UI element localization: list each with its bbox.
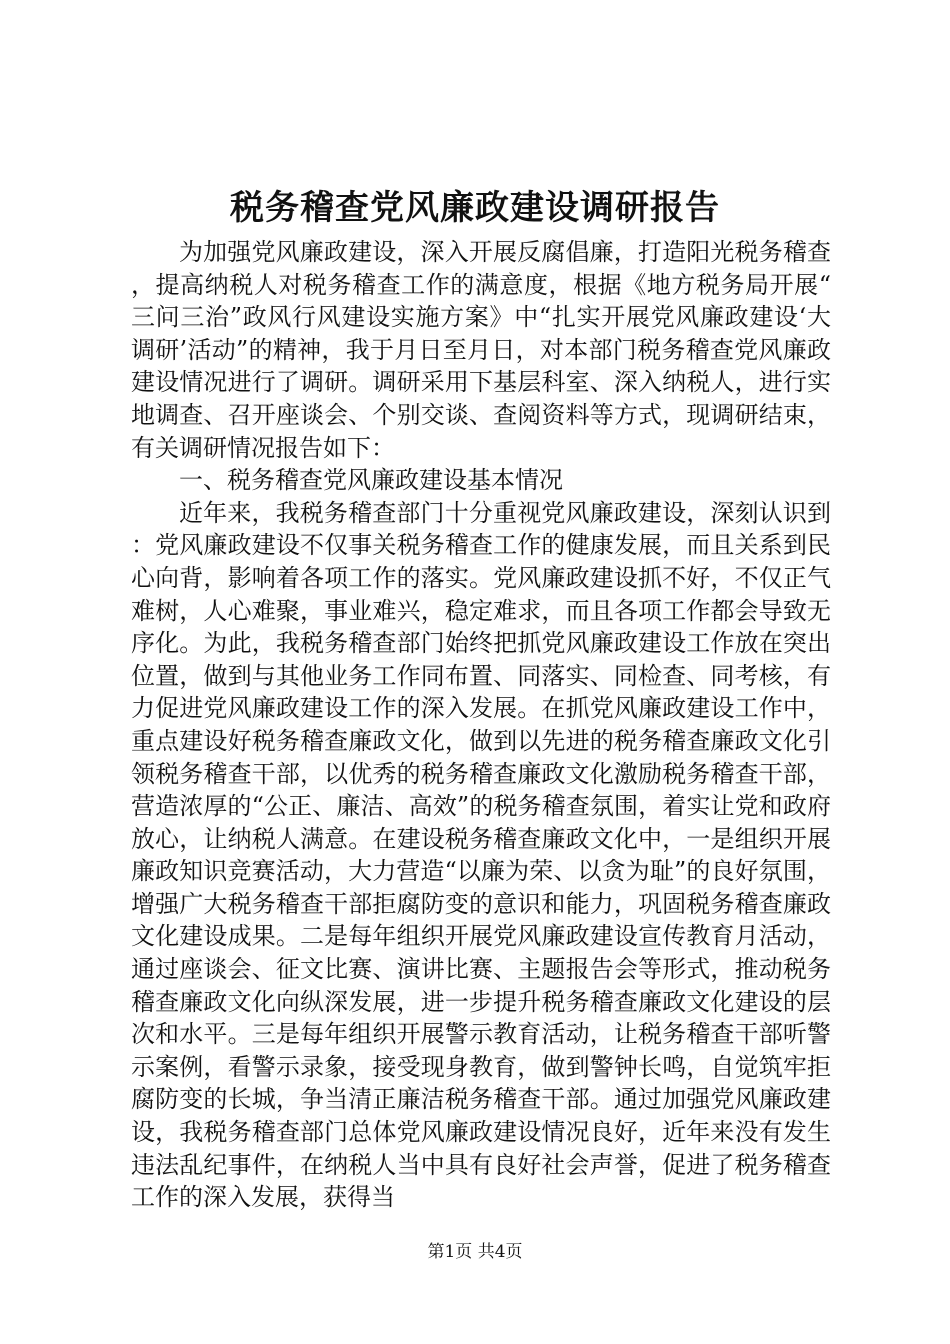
document-title: 税务稽查党风廉政建设调研报告 <box>230 188 720 228</box>
page-number-footer: 第1页 共4页 <box>427 1242 523 1262</box>
section-heading: 一、税务稽查党风廉政建设基本情况 <box>179 466 563 495</box>
body-paragraph: 近年来，我税务稽查部门十分重视党风廉政建设，深刻认识到：党风廉政建设不仅事关税务稽查工作的健康发展，而且关系到民心向背，影响着各项工作的落实。党风廉政建设抓不好，不仅正气难树，人心难聚，事业难兴，稳定难求，而且各项工作都会导致无序化。为此，我税务稽查部门始终把抓党风廉政建设工作放在突出位置，做到与其他业务工作同布置、同落实、同检查、同考核，有力促进党风廉政建设工作的深入发展。在抓党风廉政建设工作中，重点建设好税务稽查廉政文化，做到以先进的税务稽查廉政文化引领税务稽查干部，以优秀的税务稽查廉政文化激励税务稽查干部，营造浓厚的“公正、廉洁、高效”的税务稽查氛围，着实让党和政府放心，让纳税人满意。在建设税务稽查廉政文化中，一是组织开展廉政知识竞赛活动，大力营造“以廉为荣、以贪为耻”的良好氛围，增强广大税务稽查干部拒腐防变的意识和能力，巩固税务稽查廉政文化建设成果。二是每年组织开展党风廉政建设宣传教育月活动，通过座谈会、征文比赛、演讲比赛、主题报告会等形式，推动税务稽查廉政文化向纵深发展，进一步提升税务稽查廉政文化建设的层次和水平。三是每年组织开展警示教育活动，让税务稽查干部听警示案例，看警示录象，接受现身教育，做到警钟长鸣，自觉筑牢拒腐防变的长城，争当清正廉洁税务稽查干部。通过加强党风廉政建设，我税务稽查部门总体党风廉政建设情况良好，近年来没有发生违法乱纪事件，在纳税人当中具有良好社会声誉，促进了税务稽查工作的深入发展，获得当 <box>131 498 831 1212</box>
document-body <box>131 236 831 1214</box>
intro-paragraph: 为加强党风廉政建设，深入开展反腐倡廉，打造阳光税务稽查，提高纳税人对税务稽查工作的满意度，根据《地方税务局开展“三问三治”政风行风建设实施方案》中“扎实开展党风廉政建设‘大调研’活动”的精神，我于月日至月日，对本部门税务稽查党风廉政建设情况进行了调研。调研采用下基层科室、深入纳税人，进行实地调查、召开座谈会、个别交谈、查阅资料等方式，现调研结束，有关调研情况报告如下： <box>131 238 831 462</box>
